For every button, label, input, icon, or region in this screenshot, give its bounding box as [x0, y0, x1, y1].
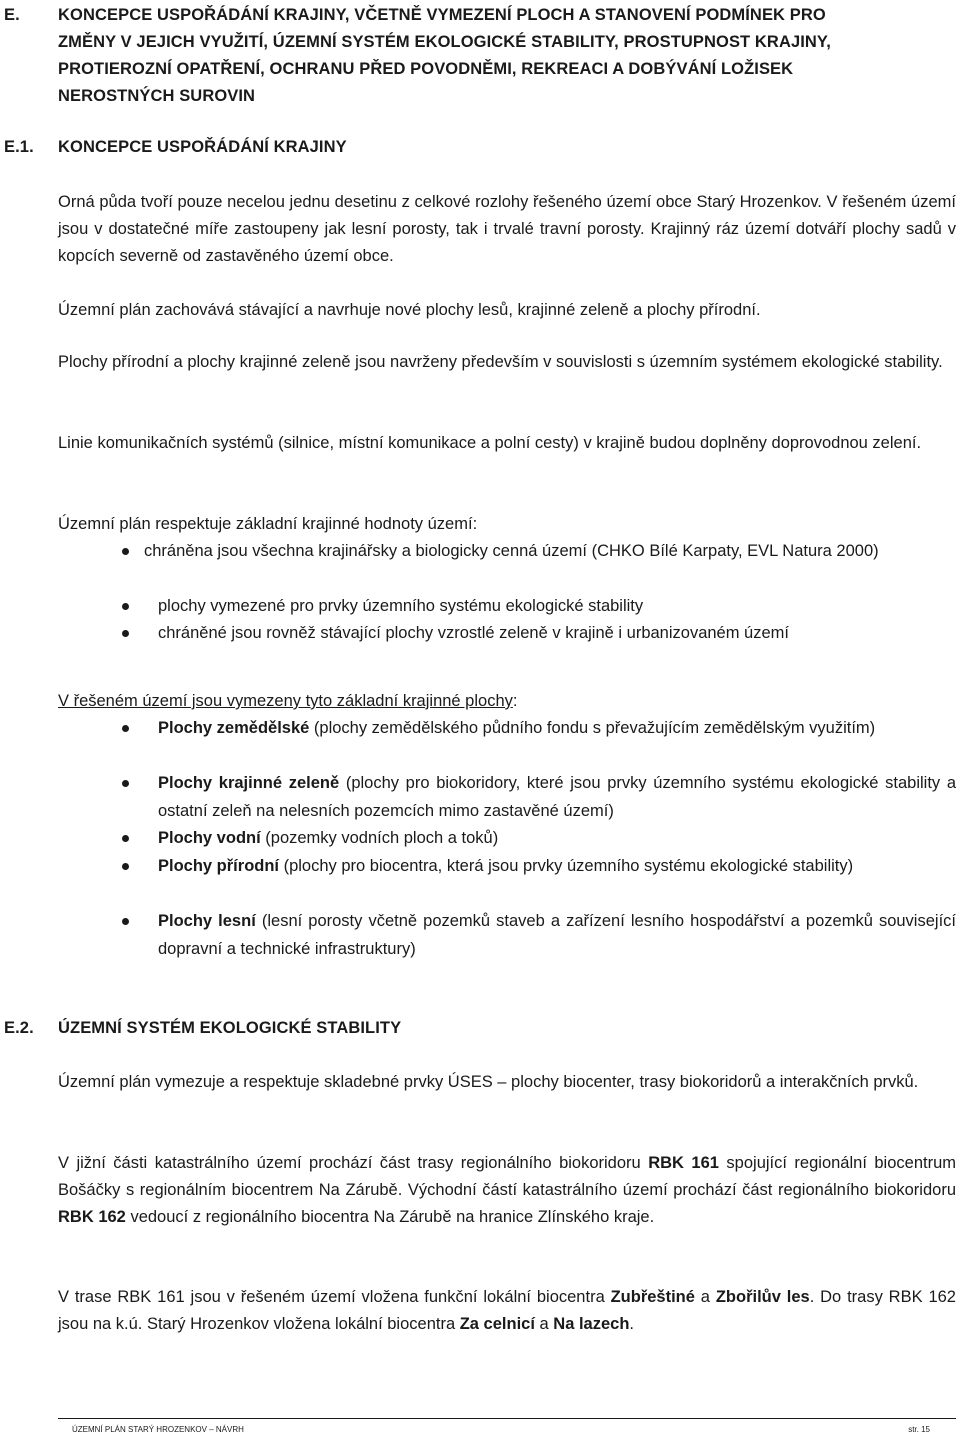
paragraph: Územní plán zachovává stávající a navrhuje nové plochy lesů, krajinné zeleně a plochy přírodní.	[58, 301, 761, 319]
area-name: Plochy lesní	[158, 912, 256, 930]
text-run: V jižní části katastrálního území prochází část trasy regionálního biokoridoru	[58, 1154, 649, 1172]
subsection-title: KONCEPCE USPOŘÁDÁNÍ KRAJINY	[58, 138, 347, 156]
bullet-icon	[122, 725, 129, 732]
subsection-number: E.1.	[4, 138, 34, 156]
paragraph: Územní plán respektuje základní krajinné hodnoty území:	[58, 515, 478, 533]
area-description: (pozemky vodních ploch a toků)	[260, 829, 499, 847]
area-description: (plochy zemědělského půdního fondu s převažujícím zemědělským využitím)	[309, 719, 876, 737]
areas-intro	[58, 688, 956, 715]
biocentre-name: Zubřeštiné	[610, 1288, 695, 1306]
bullet-icon	[122, 863, 129, 870]
bullet-icon	[122, 603, 129, 610]
text-run: a	[694, 1288, 716, 1306]
area-description: (plochy pro biocentra, která jsou prvky územního systému ekologické stability)	[279, 857, 854, 875]
bullet-icon	[122, 918, 129, 925]
corridor-code: RBK 162	[58, 1208, 126, 1226]
section-title-line: PROTIEROZNÍ OPATŘENÍ, OCHRANU PŘED POVODNĚMI, REKREACI A DOBÝVÁNÍ LOŽISEK	[58, 60, 794, 78]
area-name: Plochy krajinné zeleně	[158, 774, 340, 792]
footer-rule	[58, 1418, 956, 1419]
text-run: . Do trasy RBK 162 jsou na k.ú. Starý Hrozenkov vložena lokální biocentra	[58, 1288, 956, 1333]
text-run: V trase RBK 161 jsou v řešeném území vložena funkční lokální biocentra	[58, 1288, 611, 1306]
area-description: (lesní porosty včetně pozemků staveb a zařízení lesního hospodářství a pozemků související dopravní a technické infrastruktury)	[158, 912, 956, 958]
list-item	[158, 770, 956, 825]
section-title-line: KONCEPCE USPOŘÁDÁNÍ KRAJINY, VČETNĚ VYMEZENÍ PLOCH A STANOVENÍ PODMÍNEK PRO	[58, 6, 826, 24]
paragraph: Územní plán vymezuje a respektuje skladebné prvky ÚSES – plochy biocenter, trasy biokoridorů a interakčních prvků.	[58, 1073, 919, 1091]
bullet-icon	[122, 835, 129, 842]
areas-intro-text: V řešeném území jsou vymezeny tyto základní krajinné plochy	[58, 692, 513, 710]
biocentre-name: Zbořilův les	[715, 1288, 810, 1306]
text-run: vedoucí z regionálního biocentra Na Zárubě na hranice Zlínského kraje.	[125, 1208, 655, 1226]
paragraph	[58, 1150, 956, 1231]
text-run: a	[534, 1315, 554, 1333]
biocentre-name: Na lazech	[553, 1315, 630, 1333]
section-title-line: ZMĚNY V JEJICH VYUŽITÍ, ÚZEMNÍ SYSTÉM EKOLOGICKÉ STABILITY, PROSTUPNOST KRAJINY,	[58, 33, 831, 51]
footer-title: ÚZEMNÍ PLÁN STARÝ HROZENKOV – NÁVRH	[72, 1425, 244, 1434]
paragraph: Linie komunikačních systémů (silnice, místní komunikace a polní cesty) v krajině budou doplněny doprovodnou zelení.	[58, 434, 922, 452]
section-number: E.	[4, 6, 20, 24]
section-title-line: NEROSTNÝCH SUROVIN	[58, 87, 256, 105]
list-item: plochy vymezené pro prvky územního systému ekologické stability	[158, 597, 644, 615]
text-run: .	[629, 1315, 634, 1333]
paragraph	[58, 1284, 956, 1338]
area-name: Plochy vodní	[158, 829, 261, 847]
section-title	[58, 2, 958, 110]
page-number: str. 15	[908, 1425, 930, 1434]
list-item: chráněné jsou rovněž stávající plochy vzrostlé zeleně v krajině i urbanizovaném území	[158, 624, 789, 642]
list-item	[158, 825, 956, 853]
text-run: spojující regionální biocentrum Bošáčky s regionálním biocentrem Na Zárubě. Východní částí katastrálního území prochází část regionálního biokoridoru	[58, 1154, 956, 1199]
corridor-code: RBK 161	[648, 1154, 719, 1172]
bullet-icon	[122, 780, 129, 787]
subsection-title: ÚZEMNÍ SYSTÉM EKOLOGICKÉ STABILITY	[58, 1019, 402, 1037]
biocentre-name: Za celnicí	[459, 1315, 535, 1333]
area-description: (plochy pro biokoridory, které jsou prvky územního systému ekologické stability a ostatní zeleň na nelesních pozemcích mimo zastavěné území)	[158, 774, 956, 820]
bullet-icon	[122, 630, 129, 637]
list-item	[158, 853, 956, 881]
paragraph: Orná půda tvoří pouze necelou jednu desetinu z celkové rozlohy řešeného území obce Starý Hrozenkov. V řešeném území jsou v dostatečné míře zastoupeny jak lesní porosty, tak i trvalé travní porosty. Krajinný ráz území dotváří plochy sadů v kopcích severně od zastavěného území obce.	[58, 193, 956, 265]
area-name: Plochy zemědělské	[158, 719, 310, 737]
list-item: chráněna jsou všechna krajinářsky a biologicky cenná území (CHKO Bílé Karpaty, EVL Natura 2000)	[144, 542, 879, 560]
areas-intro-colon: :	[512, 692, 518, 710]
list-item	[158, 908, 956, 963]
paragraph: Plochy přírodní a plochy krajinné zeleně jsou navrženy především v souvislosti s územním systémem ekologické stability.	[58, 353, 943, 371]
list-item	[158, 715, 956, 743]
bullet-icon	[122, 548, 129, 555]
area-name: Plochy přírodní	[158, 857, 280, 875]
subsection-number: E.2.	[4, 1019, 34, 1037]
